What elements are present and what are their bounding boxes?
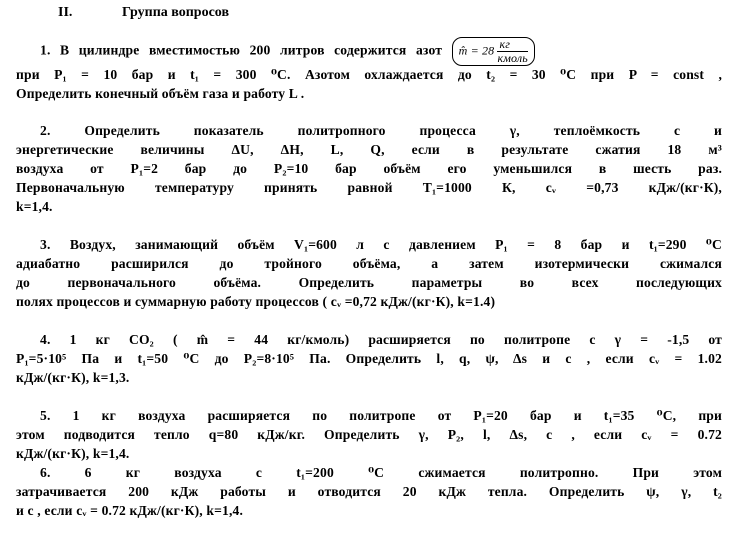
section-title: Группа вопросов — [122, 5, 230, 20]
q1-molar-mass-formula — [452, 37, 535, 66]
q1-line1: 1. В цилиндре вместимостью 200 литров содержится азот — [40, 42, 443, 58]
q3-line4: полях процессов и суммарную работу процессов ( cᵥ =0,72 кДж/(кг·К), k=1.4) — [16, 294, 496, 309]
q6-line3: и c , если cᵥ = 0.72 кДж/(кг·К), k=1,4. — [16, 503, 243, 518]
q1-formula-numerator: кг — [497, 38, 527, 52]
q2-line3: воздуха от P₁=2 бар до P₂=10 бар объём его уменьшился в шесть раз. — [16, 161, 722, 176]
q4-line3: кДж/(кг·К), k=1,3. — [16, 370, 130, 385]
q3-line1: 3. Воздух, занимающий объём V₁=600 л с давлением P₁ = 8 бар и t₁=290 ⁰С — [40, 237, 722, 252]
q5-line1: 5. 1 кг воздуха расширяется по политропе от P₁=20 бар и t₁=35 ⁰С, при — [40, 408, 722, 423]
section-heading — [58, 5, 229, 21]
q1-formula-lhs: m̂ = 28 — [458, 43, 495, 58]
q1-line3: Определить конечный объём газа и работу L . — [16, 86, 305, 101]
q4-line1: 4. 1 кг CO₂ ( m̂ = 44 кг/кмоль) расширяется по политропе с γ = -1,5 от — [40, 332, 722, 347]
q6-line1: 6. 6 кг воздуха с t₁=200 ⁰С сжимается политропно. При этом — [40, 465, 722, 480]
q2-line4: Первоначальную температуру принять равной T₁=1000 К, cᵥ =0,73 кДж/(кг·К), — [16, 180, 722, 195]
q1-formula-denominator: кмоль — [497, 51, 528, 65]
q1-line1-row — [40, 37, 722, 66]
q2-line2: энергетические величины ΔU, ΔH, L, Q, если в результате сжатия 18 м³ — [16, 142, 722, 157]
q4-line2: P₁=5·10⁵ Па и t₁=50 ⁰С до P₂=8·10⁵ Па. Определить l, q, ψ, Δs и c , если cᵥ = 1.02 — [16, 351, 722, 366]
q5-line3: кДж/(кг·К), k=1,4. — [16, 446, 130, 461]
q3-line3: до первоначального объёма. Определить параметры во всех последующих — [16, 275, 722, 290]
q2-line5: k=1,4. — [16, 199, 53, 214]
q5-line2: этом подводится тепло q=80 кДж/кг. Определить γ, P₂, l, Δs, c , если cᵥ = 0.72 — [16, 427, 722, 442]
q1-line2: при P₁ = 10 бар и t₁ = 300 ⁰С. Азотом охлаждается до t₂ = 30 ⁰С при P = const , — [16, 67, 722, 82]
section-number: II. — [58, 5, 73, 20]
q2-line1: 2. Определить показатель политропного процесса γ, теплоёмкость c и — [40, 123, 722, 138]
q1-formula-fraction — [497, 38, 527, 65]
q3-line2: адиабатно расширился до тройного объёма, а затем изотермически сжимался — [16, 256, 722, 271]
q6-line2: затрачивается 200 кДж работы и отводится 20 кДж тепла. Определить ψ, γ, t₂ — [16, 484, 722, 499]
